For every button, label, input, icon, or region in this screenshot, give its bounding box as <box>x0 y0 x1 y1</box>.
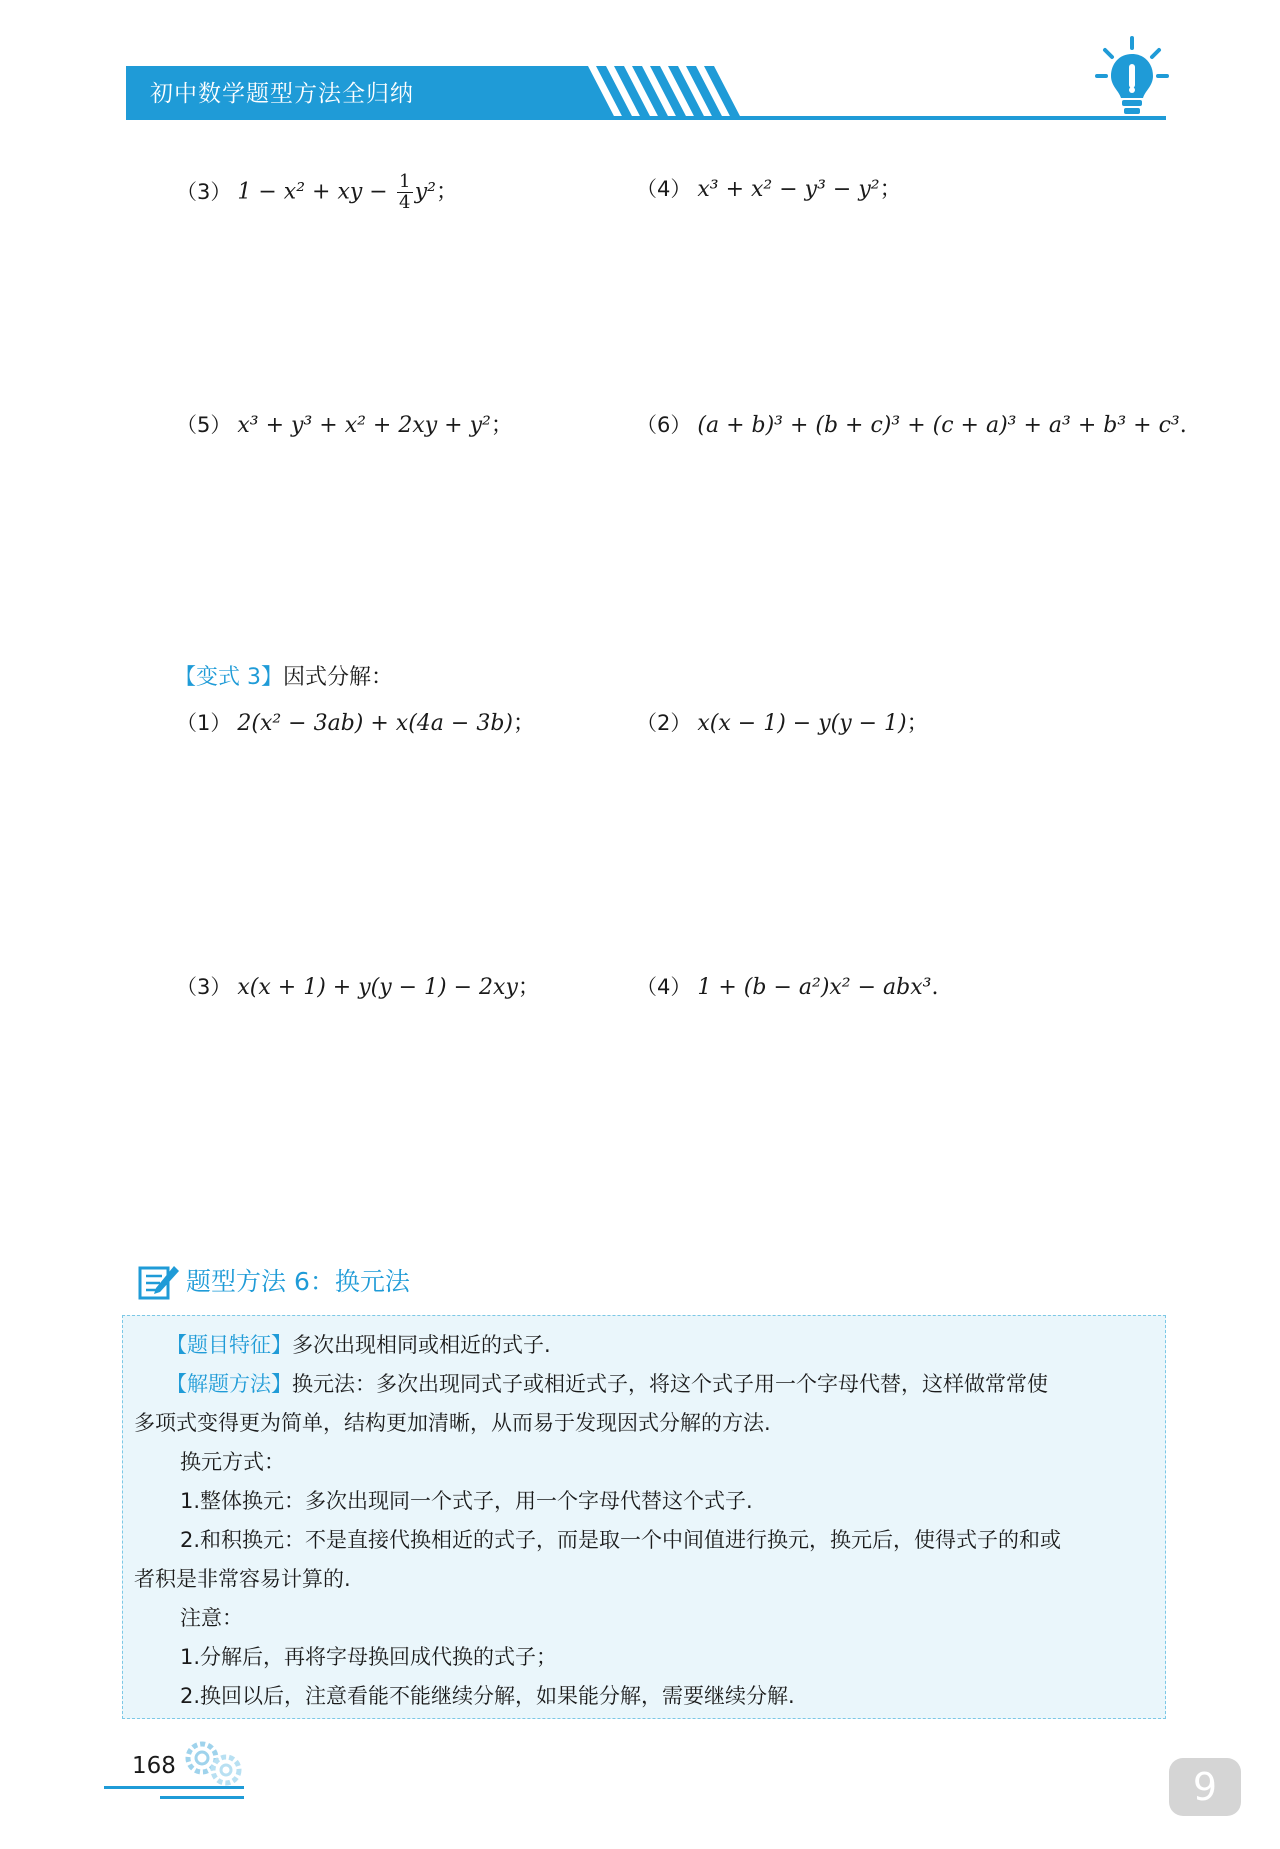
footer-line-2 <box>160 1796 244 1799</box>
sub-2-line-2: 者积是非常容易计算的. <box>134 1567 351 1591</box>
sub-1: 1.整体换元：多次出现同一个式子，用一个字母代替这个式子. <box>180 1489 753 1513</box>
gears-icon <box>182 1738 248 1788</box>
variant-problem-2: （2） x(x − 1) − y(y − 1)； <box>636 711 929 736</box>
method-title: 题型方法 6：换元法 <box>186 1267 410 1296</box>
footer-line-1 <box>104 1786 244 1789</box>
solution-line-1 <box>166 1365 1048 1403</box>
variant-label: 【变式 3】 <box>174 665 283 690</box>
problem-4: （4） x³ + x² − y³ − y²； <box>636 177 902 202</box>
header-stripes <box>560 66 770 120</box>
problem-5: （5） x³ + y³ + x² + 2xy + y²； <box>176 413 513 438</box>
problem-3: （3） 1 − x² + xy − $\frac{1}{4}$ y²； <box>176 171 458 213</box>
solution-text-1: 换元法：多次出现同式子或相近式子，将这个式子用一个字母代替，这样做常常使 <box>292 1372 1048 1396</box>
variant-problem-3: （3） x(x + 1) + y(y − 1) − 2xy； <box>176 975 540 1000</box>
variant-problem-4: （4） 1 + (b − a²)x² − abx³. <box>636 975 939 1000</box>
variant-problem-1: （1） 2(x² − 3ab) + x(4a − 3b)； <box>176 711 536 736</box>
feature-label: 【题目特征】 <box>166 1333 292 1357</box>
lightbulb-icon <box>1095 34 1169 124</box>
solution-line-2: 多项式变得更为简单，结构更加清晰，从而易于发现因式分解的方法. <box>134 1411 771 1435</box>
header-underline <box>126 116 1166 120</box>
note-title: 注意： <box>180 1606 243 1630</box>
notebook-pen-icon <box>138 1264 180 1300</box>
variant-text: 因式分解： <box>283 665 394 690</box>
page-badge: 9 <box>1169 1758 1241 1816</box>
page-number: 168 <box>132 1753 176 1779</box>
header-title: 初中数学题型方法全归纳 <box>150 81 414 107</box>
solution-label: 【解题方法】 <box>166 1372 292 1396</box>
subs-title: 换元方式： <box>180 1450 285 1474</box>
variant-heading <box>174 661 393 695</box>
sub-2-line-1: 2.和积换元：不是直接代换相近的式子，而是取一个中间值进行换元，换元后，使得式子的和或 <box>180 1528 1062 1552</box>
note-1: 1.分解后，再将字母换回成代换的式子； <box>180 1645 558 1669</box>
note-2: 2.换回以后，注意看能不能继续分解，如果能分解，需要继续分解. <box>180 1684 795 1708</box>
feature-text: 多次出现相同或相近的式子. <box>292 1333 551 1357</box>
problem-6: （6） (a + b)³ + (b + c)³ + (c + a)³ + a³ + b³ + c³. <box>636 413 1187 438</box>
feature-line <box>166 1326 551 1364</box>
